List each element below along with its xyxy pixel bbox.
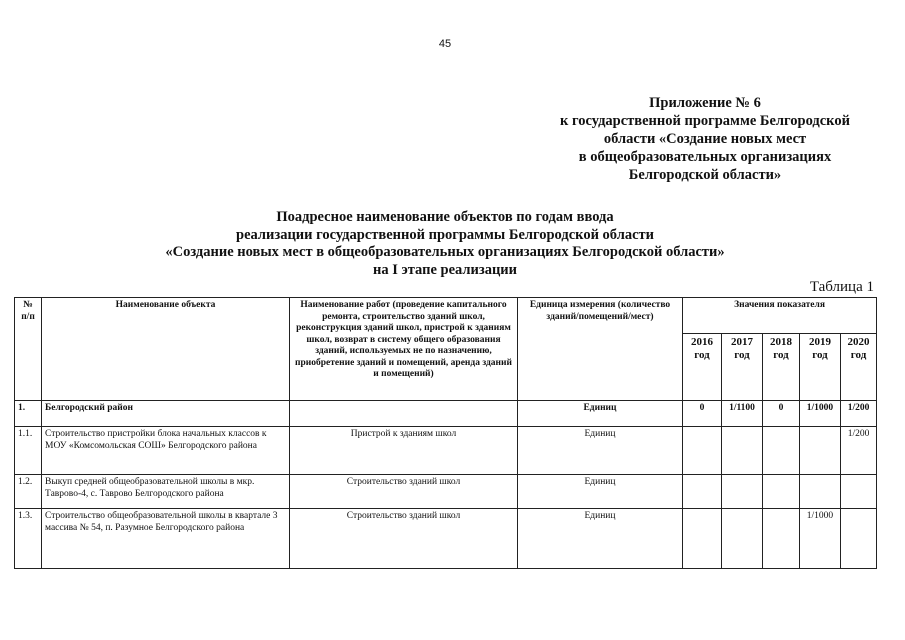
page-number: 45 xyxy=(438,38,452,50)
table-row xyxy=(15,475,877,509)
row-value-2016 xyxy=(683,509,722,569)
row-value-2019: 1/1000 xyxy=(800,401,841,427)
row-value-2019 xyxy=(800,427,841,475)
row-value-2017: 1/1100 xyxy=(722,401,763,427)
row-value-2018 xyxy=(763,427,800,475)
row-works: Строительство зданий школ xyxy=(290,475,518,509)
row-num: 1. xyxy=(15,401,42,427)
row-works: Пристрой к зданиям школ xyxy=(290,427,518,475)
header-year-2016: 2016 год xyxy=(683,333,722,400)
row-object: Выкуп средней общеобразовательной школы в мкр. Таврово-4, с. Таврово Белгородского района xyxy=(42,475,290,509)
header-values-group: Значения показателя xyxy=(683,298,877,334)
header-object: Наименование объекта xyxy=(42,298,290,401)
row-unit: Единиц xyxy=(518,475,683,509)
row-num: 1.2. xyxy=(15,475,42,509)
appendix-line: к государственной программе Белгородской xyxy=(560,113,850,129)
row-unit: Единиц xyxy=(518,427,683,475)
row-value-2017 xyxy=(722,475,763,509)
title-line: на I этапе реализации xyxy=(372,261,518,278)
table-row xyxy=(15,427,877,475)
row-object: Строительство общеобразовательной школы в квартале 3 массива № 54, п. Разумное Белгородского района xyxy=(42,509,290,569)
row-object: Строительство пристройки блока начальных классов к МОУ «Комсомольская СОШ» Белгородского района xyxy=(42,427,290,475)
header-year-2019: 2019 год xyxy=(800,333,841,400)
row-num: 1.1. xyxy=(15,427,42,475)
row-works xyxy=(290,401,518,427)
row-value-2019 xyxy=(800,475,841,509)
row-value-2016: 0 xyxy=(683,401,722,427)
objects-table xyxy=(14,297,877,569)
appendix-line: в общеобразовательных организациях xyxy=(578,149,832,165)
row-value-2018 xyxy=(763,475,800,509)
row-value-2020 xyxy=(841,509,877,569)
header-year-2018: 2018 год xyxy=(763,333,800,400)
appendix-line: Белгородской области» xyxy=(628,167,782,183)
row-works: Строительство зданий школ xyxy=(290,509,518,569)
row-value-2019: 1/1000 xyxy=(800,509,841,569)
header-year-2017: 2017 год xyxy=(722,333,763,400)
row-value-2018 xyxy=(763,509,800,569)
appendix-line: области «Создание новых мест xyxy=(603,131,807,147)
title-line: Поадресное наименование объектов по годам ввода xyxy=(276,209,614,225)
table-label: Таблица 1 xyxy=(809,279,874,295)
appendix-line: Приложение № 6 xyxy=(649,95,761,111)
title-line: «Создание новых мест в общеобразовательных организациях Белгородской области» xyxy=(165,244,725,260)
document-title xyxy=(40,209,850,279)
row-value-2020 xyxy=(841,475,877,509)
row-unit: Единиц xyxy=(518,401,683,427)
row-value-2020: 1/200 xyxy=(841,401,877,427)
row-value-2020: 1/200 xyxy=(841,427,877,475)
header-num: № п/п xyxy=(15,298,42,401)
row-value-2017 xyxy=(722,427,763,475)
row-value-2018: 0 xyxy=(763,401,800,427)
table-header-row xyxy=(15,298,877,334)
table-row xyxy=(15,509,877,569)
row-unit: Единиц xyxy=(518,509,683,569)
row-object: Белгородский район xyxy=(42,401,290,427)
row-value-2017 xyxy=(722,509,763,569)
header-works: Наименование работ (проведение капитального ремонта, строительство зданий школ, реконструкция зданий школ, пристрой к зданиям школ, возврат в систему общего образования зданий, используемых не по назначению, приобретение зданий и помещений, аренда зданий и помещений) xyxy=(290,298,518,401)
row-num: 1.3. xyxy=(15,509,42,569)
appendix-heading xyxy=(530,94,880,184)
row-value-2016 xyxy=(683,427,722,475)
title-line: реализации государственной программы Белгородской области xyxy=(236,226,654,243)
table-row xyxy=(15,401,877,427)
row-value-2016 xyxy=(683,475,722,509)
header-unit: Единица измерения (количество зданий/помещений/мест) xyxy=(518,298,683,401)
header-year-2020: 2020 год xyxy=(841,333,877,400)
